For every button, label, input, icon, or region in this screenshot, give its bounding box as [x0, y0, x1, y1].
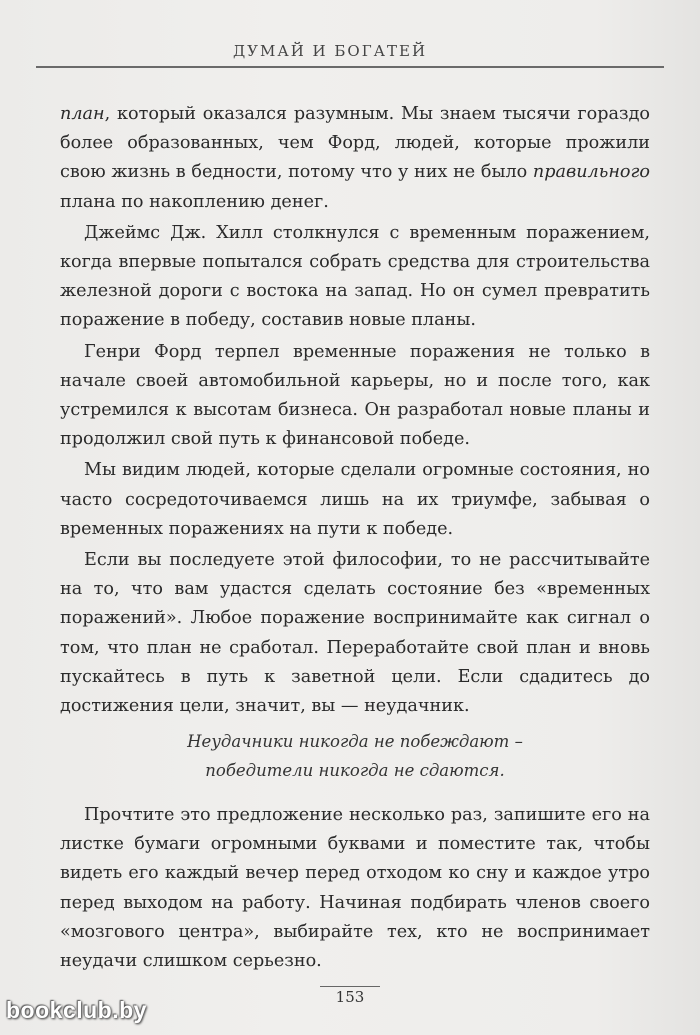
paragraph-1-text: , который оказался разумным. Мы знаем тысячи гораздо более образованных, чем Форд, людей, которые прожили свою жизнь в бедности, потому что у них не было — [60, 104, 650, 183]
paragraph-3: Генри Форд терпел временные поражения не только в начале своей автомобильной карьеры, но и после того, как устремился к высотам бизнеса. Он разработал новые планы и продолжил свой путь к финансовой победе. — [60, 341, 650, 450]
paragraph-1-mid-italic: правильного — [532, 162, 650, 183]
quote-line-1: Неудачники никогда не побеждают – — [187, 732, 523, 751]
paragraph-2: Джеймс Дж. Хилл столкнулся с временным поражением, когда впервые попытался собрать средства для строительства железной дороги с востока на запад. Но он сумел превратить поражение в победу, составив новые планы. — [60, 222, 650, 331]
paragraph-1 — [60, 100, 650, 217]
page-number-rule — [320, 986, 380, 987]
paragraph-1-lead-italic: план — [60, 104, 105, 124]
paragraph-4: Мы видим людей, которые сделали огромные состояния, но часто сосредоточиваемся лишь на их триумфе, забывая о временных поражениях на пути к победе. — [60, 460, 650, 539]
closing-text — [60, 801, 650, 976]
quote-line-2: победители никогда не сдаются. — [205, 761, 505, 780]
main-text — [60, 100, 650, 721]
paragraph-closing: Прочтите это предложение несколько раз, запишите его на листке бумаги огромными буквами и поместите так, чтобы видеть его каждый вечер перед отходом ко сну и каждое утро перед выходом на работу. Начиная подбирать членов своего «мозгового центра», выбирайте тех, кто не воспринимает неудачи слишком серьезно. — [60, 805, 650, 972]
paragraph-5: Если вы последуете этой философии, то не рассчитывайте на то, что вам удастся сделать состояние без «временных поражений». Любое поражение воспринимайте как сигнал о том, что план не сработал. Переработайте свой план и вновь пускайтесь в путь к заветной цели. Если сдадитесь до достижения цели, значит, вы — неудачник. — [60, 550, 650, 717]
header-rule — [36, 66, 664, 68]
page-number: 153 — [335, 988, 365, 1006]
paragraph-1-tail: плана по накоплению денег. — [60, 191, 329, 212]
epigraph-quote — [60, 727, 650, 785]
site-watermark: bookclub.by — [6, 997, 147, 1023]
running-head: ДУМАЙ И БОГАТЕЙ — [232, 42, 428, 60]
